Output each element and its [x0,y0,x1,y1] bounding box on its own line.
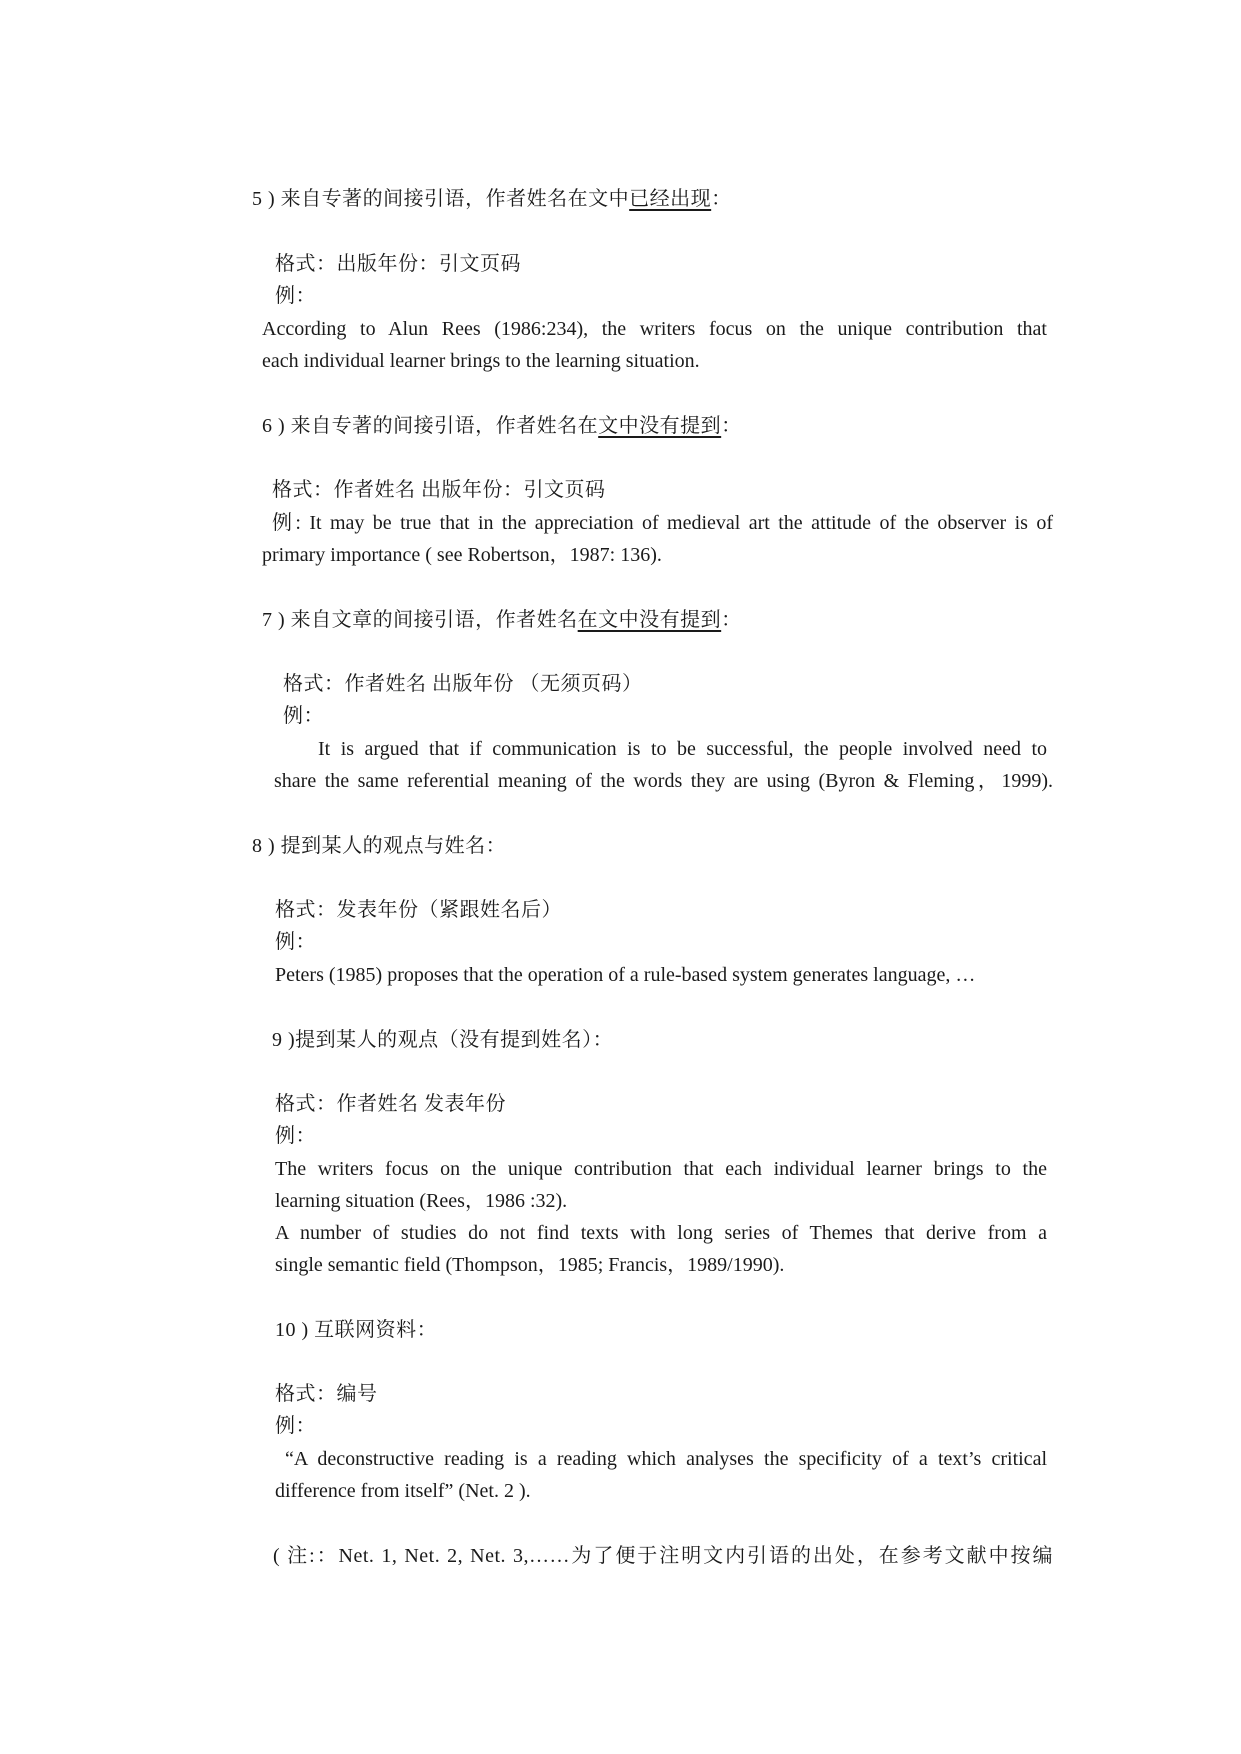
section-heading-9 [272,1026,613,1054]
heading-underlined-text: 在文中没有提到 [577,609,722,631]
heading-text: 8 ) 提到某人的观点与姓名： [252,835,507,857]
example-label-8: 例： [275,931,316,953]
heading-text: 5 ) 来自专著的间接引语，作者姓名在文中 [252,188,630,210]
example-line: Peters (1985) proposes that the operation of a rule-based system generates language, … [275,964,976,986]
format-line-8: 格式：发表年份（紧跟姓名后） [275,899,562,921]
example-line: 例: It may be true that in the appreciation of medieval art the attitude of the observer is of [272,512,1053,534]
example-line: share the same referential meaning of the words they are using (Byron & Fleming，1999). [274,770,1053,792]
example-line: According to Alun Rees (1986:234), the writers focus on the unique contribution that [262,318,1047,340]
example-line: “A deconstructive reading is a reading which analyses the specificity of a text’s critical [285,1448,1047,1470]
section-heading-8 [252,832,506,860]
example-line: each individual learner brings to the learning situation. [262,350,700,372]
format-line-7: 格式：作者姓名 出版年份 （无须页码） [283,673,643,695]
example-label-5: 例： [275,285,316,307]
heading-colon: ： [721,415,742,437]
format-line-6: 格式：作者姓名 出版年份：引文页码 [272,479,606,501]
heading-text: 6 ) 来自专著的间接引语，作者姓名在 [262,415,599,437]
format-line-10: 格式：编号 [275,1383,378,1405]
example-line: The writers focus on the unique contribution that each individual learner brings to the [275,1158,1047,1180]
example-line: single semantic field (Thompson，1985; Francis，1989/1990). [275,1254,785,1276]
section-heading-7 [262,606,742,634]
example-line: primary importance ( see Robertson，1987: 136). [262,544,662,566]
format-line-9: 格式：作者姓名 发表年份 [275,1093,506,1115]
heading-text: 9 )提到某人的观点（没有提到姓名）： [272,1029,614,1051]
heading-text: 7 ) 来自文章的间接引语，作者姓名 [262,609,578,631]
heading-underlined-text: 文中没有提到 [598,415,722,437]
section-heading-5 [252,185,732,213]
example-line: difference from itself” (Net. 2 ). [275,1480,531,1502]
note-line: ( 注:：Net. 1, Net. 2, Net. 3,……为了便于注明文内引语的出处，在参考文献中按编 [273,1545,1053,1567]
example-line: It is argued that if communication is to be successful, the people involved need to [318,738,1047,760]
heading-underlined-text: 已经出现 [629,188,712,210]
section-heading-6 [262,412,742,440]
format-line-5: 格式：出版年份：引文页码 [275,253,521,275]
heading-colon: ： [721,609,742,631]
example-line: A number of studies do not find texts with long series of Themes that derive from a [275,1222,1047,1244]
section-heading-10 [275,1316,437,1344]
heading-colon: ： [711,188,732,210]
example-line: learning situation (Rees，1986 :32). [275,1190,568,1212]
example-label-10: 例： [275,1415,316,1437]
example-label-9: 例： [275,1125,316,1147]
heading-text: 10 ) 互联网资料： [275,1319,438,1341]
example-label-7: 例： [283,705,324,727]
